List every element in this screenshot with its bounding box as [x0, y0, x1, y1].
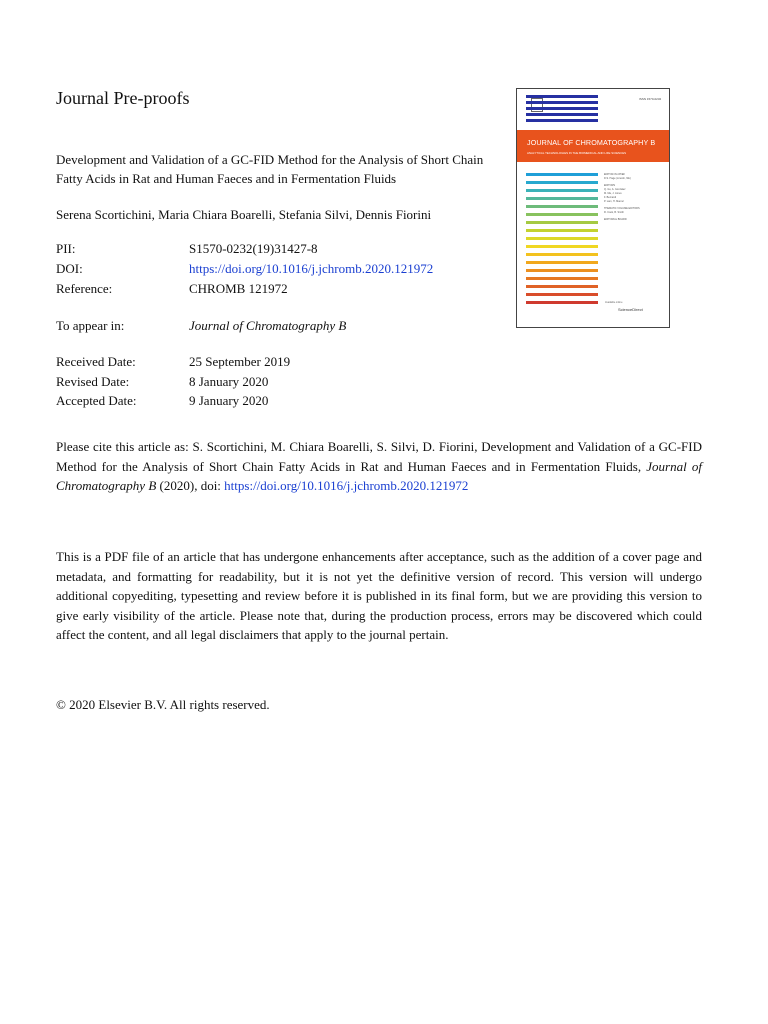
- cover-stripe: [526, 301, 598, 304]
- revised-date-label: Revised Date:: [56, 374, 130, 389]
- revised-date-value: 8 January 2020: [189, 374, 269, 389]
- article-authors: Serena Scortichini, Maria Chiara Boarelli, Stefania Silvi, Dennis Fiorini: [56, 207, 432, 222]
- citation-journal: Journal of Chromatography B: [56, 458, 702, 493]
- cover-availability: Available online: [605, 301, 623, 304]
- cover-stripe: [526, 213, 598, 216]
- cover-journal-title: JOURNAL OF CHROMATOGRAPHY B: [527, 138, 656, 147]
- cover-stripe: [526, 261, 598, 264]
- article-title: Development and Validation of a GC-FID Method for the Analysis of Short Chain Fatty Acids in Rat and Human Faeces and in Fermentation Fluids: [56, 152, 484, 186]
- cover-sciencedirect: ScienceDirect: [618, 307, 643, 312]
- reference-value: CHROMB 121972: [189, 281, 288, 296]
- cover-issn: ISSN 1570-0232: [639, 97, 662, 101]
- accepted-date-value: 9 January 2020: [189, 393, 269, 408]
- citation-paragraph: [56, 437, 702, 496]
- cover-stripe: [526, 189, 598, 192]
- cover-subtitle: ANALYTICAL TECHNOLOGIES IN THE BIOMEDICAL AND LIFE SCIENCES: [527, 151, 627, 155]
- citation-doi-link[interactable]: https://doi.org/10.1016/j.jchromb.2020.121972: [224, 478, 469, 493]
- copyright-notice: © 2020 Elsevier B.V. All rights reserved.: [56, 697, 270, 712]
- cover-stripe: [526, 181, 598, 184]
- pii-label: PII:: [56, 241, 76, 256]
- cover-stripe: [526, 229, 598, 232]
- citation-text: Please cite this article as: S. Scortichini, M. Chiara Boarelli, S. Silvi, D. Fiorini, Development and Validation of a GC-FID Method for the Analysis of Short Chain Fatty Acids in Rat and Human Faeces and in Fermentation Fluids,: [56, 439, 702, 474]
- pii-value: S1570-0232(19)31427-8: [189, 241, 318, 256]
- cover-stripe: [526, 237, 598, 240]
- cover-stripe: [526, 197, 598, 200]
- reference-label: Reference:: [56, 281, 113, 296]
- cover-stripe: [526, 245, 598, 248]
- cover-stripe: [526, 277, 598, 280]
- journal-cover-image: ISSN 1570-0232 JOURNAL OF CHROMATOGRAPHY B ANALYTICAL TECHNOLOGIES IN THE BIOMEDICAL AND LIFE SCIENCES EDITOR-IN-CHIEF D.S. Hage (Lincoln, NE) EDITORS Q. Gu, A. Gonzalez M. Ma, J. Jones F. Bernardi P. Lam, H. Marcel THEMATIC VOLUME EDITORS R. Cook, B. Smith EDITORIAL BOARD Available online ScienceDirect: [516, 88, 670, 328]
- journal-pre-proofs-label: Journal Pre-proofs: [56, 88, 190, 108]
- received-date-label: Received Date:: [56, 354, 136, 369]
- received-date-value: 25 September 2019: [189, 354, 291, 369]
- cover-stripe: [526, 269, 598, 272]
- notice-paragraph: This is a PDF file of an article that has undergone enhancements after acceptance, such as the addition of a cover page and metadata, and formatting for readability, but it is not yet the definitive version of record. This version will undergo additional copyediting, typesetting and review before it is published in its final form, but we are providing this version to give early visibility of the article. Please note that, during the production process, errors may be discovered which could affect the content, and all legal disclaimers that apply to the journal pertain.: [56, 549, 702, 642]
- cover-stripe: [526, 293, 598, 296]
- cover-stripe: [526, 221, 598, 224]
- citation-middle: (2020), doi:: [156, 478, 225, 493]
- appear-in-label: To appear in:: [56, 318, 125, 333]
- doi-label: DOI:: [56, 261, 83, 276]
- cover-stripe: [526, 173, 598, 176]
- appear-in-value: Journal of Chromatography B: [189, 318, 347, 333]
- cover-stripe: [526, 253, 598, 256]
- cover-stripe: [526, 205, 598, 208]
- accepted-date-label: Accepted Date:: [56, 393, 137, 408]
- doi-link[interactable]: https://doi.org/10.1016/j.jchromb.2020.121972: [189, 261, 434, 276]
- cover-stripe: [526, 285, 598, 288]
